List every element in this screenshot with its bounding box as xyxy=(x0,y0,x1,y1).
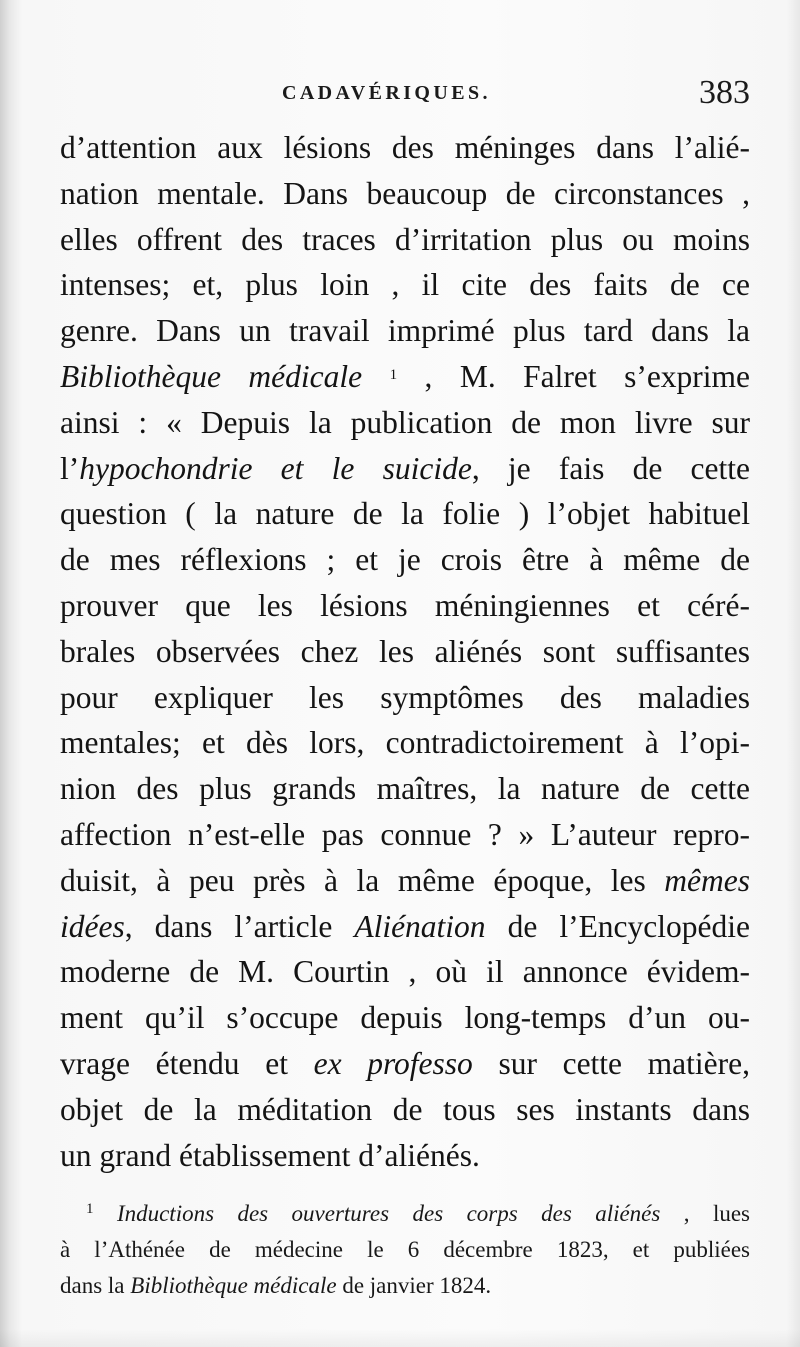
text-line: ainsi : « Depuis la publication de mon livre sur xyxy=(60,404,750,440)
text-line xyxy=(60,904,750,950)
text-span: vrage étendu et xyxy=(60,1045,314,1081)
footnote-line xyxy=(60,1196,750,1232)
text-line: pour expliquer les symptômes des maladies xyxy=(60,679,750,715)
text-line xyxy=(60,446,750,492)
text-line xyxy=(60,858,750,904)
text-line: question ( la nature de la folie ) l’objet habituel xyxy=(60,496,750,532)
text-line: ment qu’il s’occupe depuis long-temps d’un ou- xyxy=(60,1000,750,1036)
body-text xyxy=(60,125,750,1178)
text-line: elles offrent des traces d’irritation plus ou moins xyxy=(60,221,750,257)
text-span: sur cette matière, xyxy=(472,1045,750,1081)
footnote-mark: 1 xyxy=(86,1201,94,1217)
text-line: genre. Dans un travail imprimé plus tard dans la xyxy=(60,313,750,349)
text-span: , lues xyxy=(660,1201,750,1226)
text-line: nation mentale. Dans beaucoup de circonstances , xyxy=(60,175,750,211)
journal-title: Bibliothèque médicale xyxy=(130,1273,337,1298)
footnote xyxy=(60,1196,750,1304)
page-number: 383 xyxy=(699,74,750,111)
text-line: brales observées chez les aliénés sont suffisantes xyxy=(60,633,750,669)
page-edge-shadow xyxy=(786,0,800,1347)
journal-title: Bibliothèque médicale xyxy=(60,358,363,394)
text-line: affection n’est-elle pas connue ? » L’auteur repro- xyxy=(60,816,750,852)
text-line xyxy=(60,354,750,400)
footnote-line xyxy=(60,1268,750,1304)
page-header xyxy=(60,74,750,118)
footnote-reference: 1 xyxy=(389,366,398,383)
text-line: nion des plus grands maîtres, la nature de cette xyxy=(60,771,750,807)
text-line: mentales; et dès lors, contradictoirement à l’opi- xyxy=(60,725,750,761)
text-line: objet de la méditation de tous ses instants dans xyxy=(60,1091,750,1127)
text-span: , je fais de cette xyxy=(471,450,750,486)
text-line: un grand établissement d’aliénés. xyxy=(60,1137,480,1173)
text-span: l’ xyxy=(60,450,80,486)
text-span: dans la xyxy=(60,1273,131,1298)
running-head: CADAVÉRIQUES. xyxy=(282,82,491,104)
text-line: prouver que les lésions méningiennes et céré- xyxy=(60,587,750,623)
text-span: , M. Falret s’exprime xyxy=(397,358,751,394)
emphasis: mêmes xyxy=(664,862,750,898)
footnote-line: à l’Athénée de médecine le 6 décembre 1823, et publiées xyxy=(60,1237,750,1262)
emphasis: idées xyxy=(60,908,125,944)
text-line: intenses; et, plus loin , il cite des faits de ce xyxy=(60,267,750,303)
article-title: Aliénation xyxy=(354,908,486,944)
text-line xyxy=(60,1041,750,1087)
text-line: moderne de M. Courtin , où il annonce évidem- xyxy=(60,954,750,990)
text-line: d’attention aux lésions des méninges dans l’alié- xyxy=(60,130,750,165)
book-title: hypochondrie et le suicide xyxy=(79,450,472,486)
text-span: de l’Encyclopédie xyxy=(485,908,750,944)
latin-phrase: ex professo xyxy=(313,1045,473,1081)
text-span: , dans l’article xyxy=(124,908,355,944)
page-bottom-shadow xyxy=(0,1329,800,1347)
footnote-title: Inductions des ouvertures des corps des aliénés xyxy=(116,1201,661,1226)
text-span: de janvier 1824. xyxy=(336,1273,492,1298)
text-line: de mes réflexions ; et je crois être à même de xyxy=(60,542,750,578)
text-span: duisit, à peu près à la même époque, les xyxy=(60,862,665,898)
